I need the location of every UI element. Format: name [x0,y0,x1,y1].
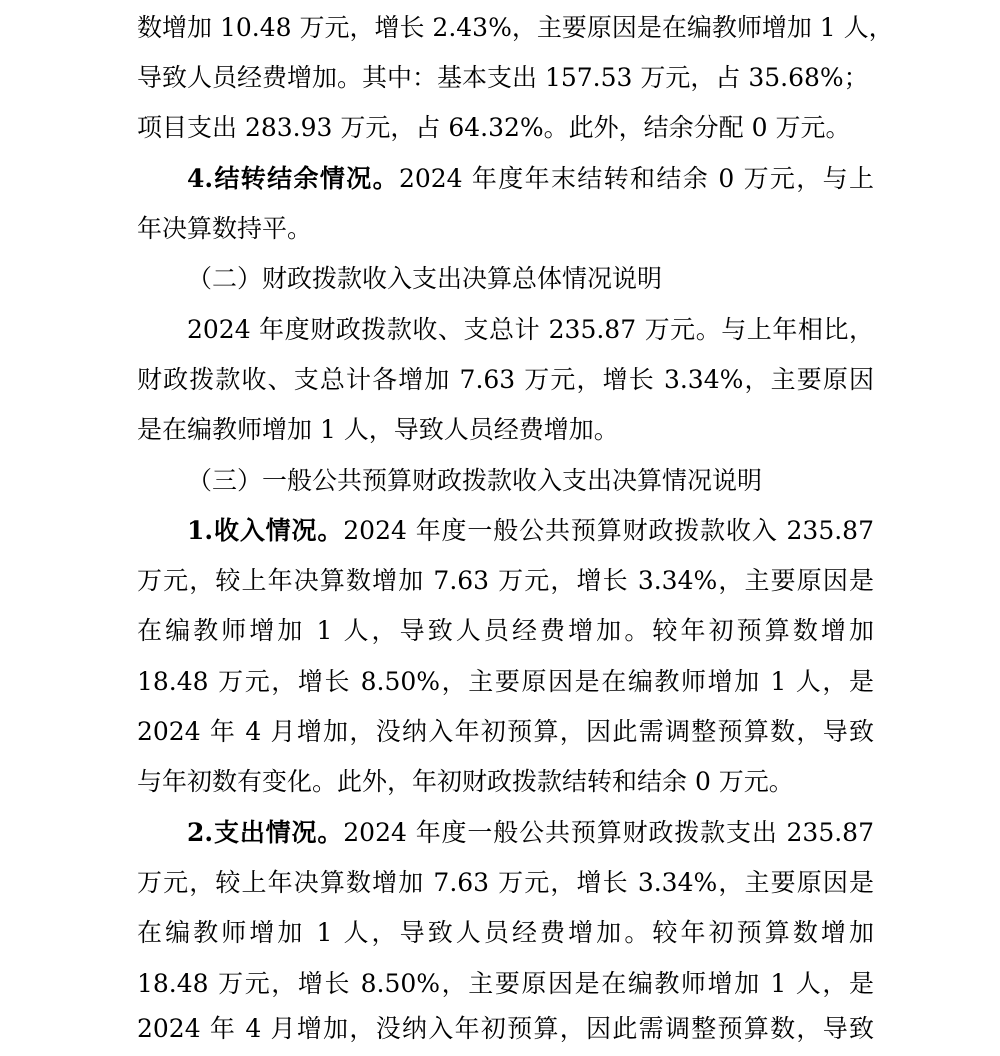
paragraph-line: 2024 年 4 月增加，没纳入年初预算，因此需调整预算数，导致 [137,717,874,746]
section-paragraph-line [187,808,874,858]
section-heading: 2.支出情况。 [187,818,344,847]
paragraph-line: 财政拨款收、支总计各增加 7.63 万元，增长 3.34%，主要原因 [137,365,874,394]
section-heading: 1.收入情况。 [187,516,344,545]
paragraph-line: 2024 年度财政拨款收、支总计 235.87 万元。与上年相比， [187,315,874,344]
section-paragraph-line [187,506,874,556]
paragraph-line: 是在编教师增加 1 人，导致人员经费增加。 [137,415,619,444]
paragraph-line: 与年初数有变化。此外，年初财政拨款结转和结余 0 万元。 [137,767,794,796]
paragraph-line: 年决算数持平。 [137,214,313,243]
paragraph-line: 在编教师增加 1 人，导致人员经费增加。较年初预算数增加 [137,918,874,947]
paragraph-line: 项目支出 283.93 万元，占 64.32%。此外，结余分配 0 万元。 [137,113,851,142]
section-paragraph-line [187,154,874,204]
subsection-heading: （二）财政拨款收入支出决算总体情况说明 [187,264,663,293]
section-text: 2024 年度年末结转和结余 0 万元，与上 [398,164,875,193]
section-text: 2024 年度一般公共预算财政拨款收入 235.87 [343,516,874,545]
section-text: 2024 年度一般公共预算财政拨款支出 235.87 [343,818,874,847]
paragraph-line: 18.48 万元，增长 8.50%，主要原因是在编教师增加 1 人，是 [137,969,874,998]
paragraph-line: 万元，较上年决算数增加 7.63 万元，增长 3.34%，主要原因是 [137,566,874,595]
paragraph-line: 在编教师增加 1 人，导致人员经费增加。较年初预算数增加 [137,616,874,645]
paragraph-line: 2024 年 4 月增加，没纳入年初预算，因此需调整预算数，导致 [137,1014,874,1043]
paragraph-line: 导致人员经费增加。其中：基本支出 157.53 万元，占 35.68%； [137,63,869,92]
paragraph-line: 数增加 10.48 万元，增长 2.43%，主要原因是在编教师增加 1 人， [137,13,894,42]
paragraph-line: 万元，较上年决算数增加 7.63 万元，增长 3.34%，主要原因是 [137,868,874,897]
section-heading: 4.结转结余情况。 [187,164,399,193]
subsection-heading: （三）一般公共预算财政拨款收入支出决算情况说明 [187,466,763,495]
paragraph-line: 18.48 万元，增长 8.50%，主要原因是在编教师增加 1 人，是 [137,667,874,696]
